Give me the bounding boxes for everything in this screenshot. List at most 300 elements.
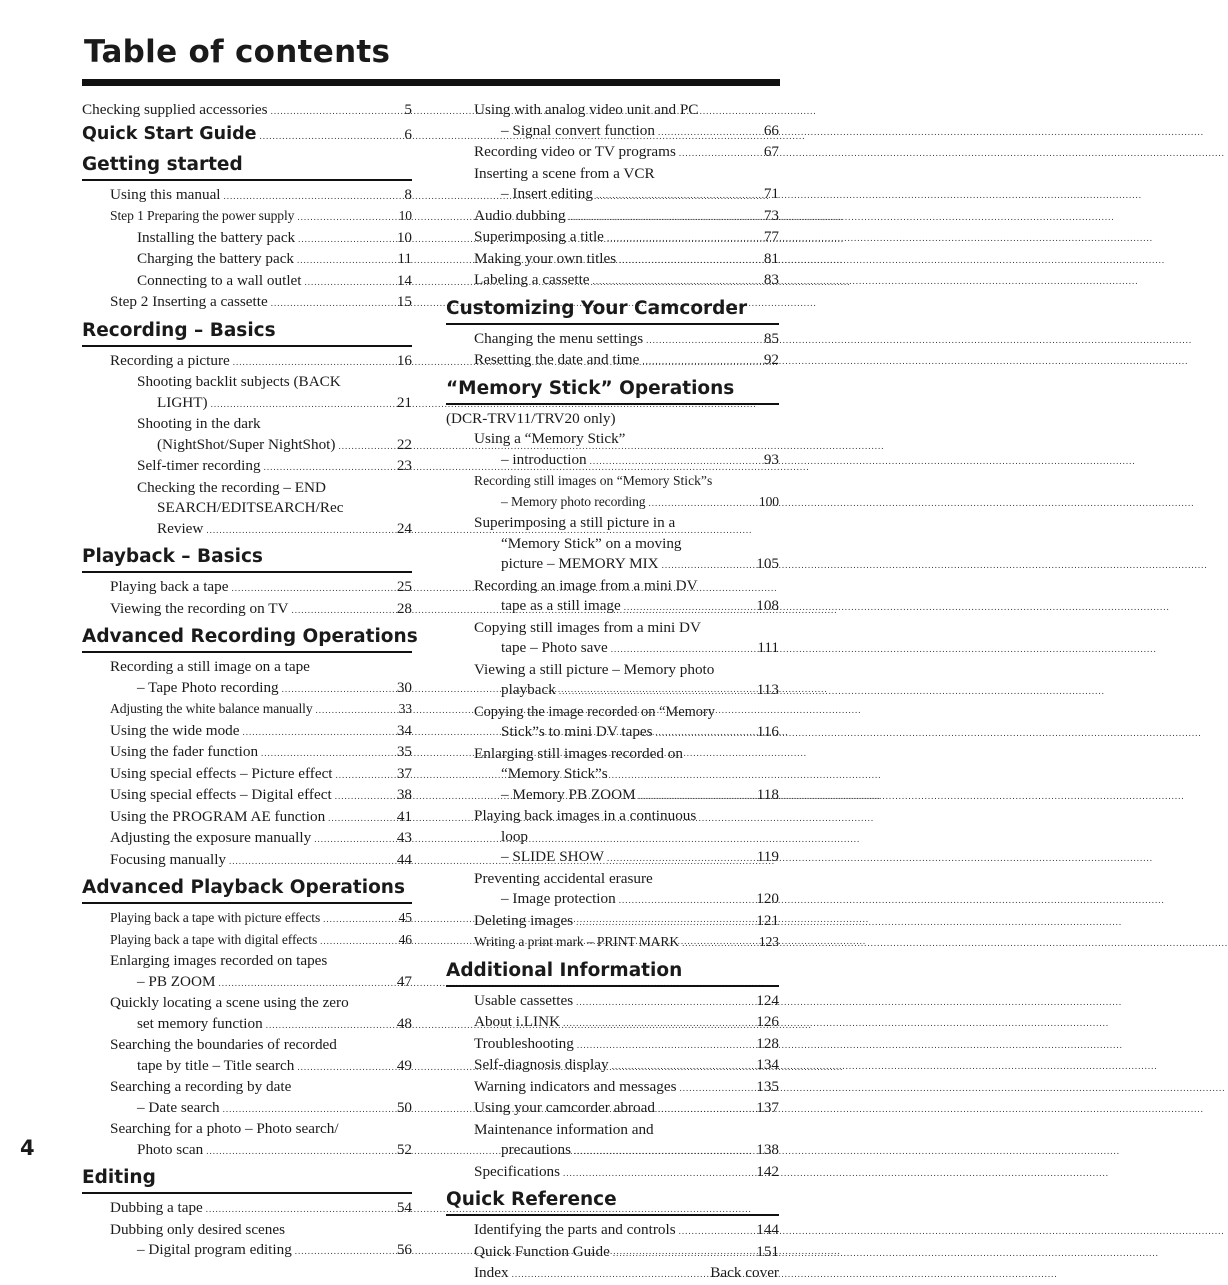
entry-label: Adjusting the white balance manually (110, 701, 313, 716)
toc-entry[interactable] (82, 1198, 412, 1220)
section-heading: Advanced Recording Operations (82, 626, 412, 653)
entry-label: playback (501, 681, 556, 698)
entry-label: Troubleshooting (474, 1034, 574, 1052)
toc-entry[interactable] (82, 519, 412, 541)
section-heading: Customizing Your Camcorder (446, 298, 779, 325)
toc-entry[interactable] (82, 764, 412, 786)
entry-page: 71 (763, 185, 779, 202)
entry-text-line: Maintenance information and (474, 1120, 654, 1138)
entry-label: Self-timer recording (137, 457, 261, 474)
entry-page: 134 (756, 1056, 779, 1073)
entry-text-line: Checking the recording – END (137, 478, 326, 496)
entry-page: 22 (396, 435, 412, 453)
entry-label: Step 1 Preparing the power supply (110, 208, 295, 223)
entry-page: Back cover (710, 1264, 779, 1281)
entry-page: 16 (396, 351, 412, 369)
entry-label: Recording video or TV programs (474, 143, 676, 160)
entry-page: 121 (756, 911, 779, 929)
toc-entry[interactable] (446, 350, 779, 372)
entry-label: – Date search (137, 1098, 220, 1116)
entry-text-line: SEARCH/EDITSEARCH/Rec (157, 499, 344, 516)
toc-entry[interactable] (82, 393, 412, 415)
entry-text-line: Using a “Memory Stick” (474, 430, 626, 447)
entry-label: Stick”s to mini DV tapes (501, 723, 653, 740)
entry-label: Using special effects – Picture effect (110, 764, 333, 782)
entry-page: 77 (763, 228, 779, 245)
leader-dots (305, 272, 394, 293)
leader-dots (646, 330, 761, 351)
toc-entry[interactable] (446, 554, 779, 576)
toc-entry[interactable] (446, 638, 779, 660)
entry-page: 92 (763, 351, 779, 368)
toc-entry[interactable] (446, 329, 779, 351)
entry-label: Adjusting the exposure manually (110, 829, 312, 846)
leader-dots (648, 493, 755, 514)
toc-entry[interactable] (82, 1014, 412, 1036)
entry-label: Audio dubbing (474, 206, 566, 224)
leader-dots (682, 933, 756, 954)
leader-dots (335, 786, 394, 807)
entry-text-line: loop (501, 827, 529, 845)
toc-entry[interactable] (82, 292, 412, 314)
entry-page: 111 (757, 639, 779, 656)
entry-page: 128 (756, 1034, 779, 1052)
toc-entry[interactable] (446, 450, 779, 472)
entry-page: 83 (763, 271, 779, 288)
entry-page: 108 (756, 597, 779, 614)
entry-text-line: “Memory Stick”s (501, 765, 608, 782)
entry-label: Installing the battery pack (137, 228, 296, 246)
toc-entry[interactable] (82, 828, 412, 850)
entry-label: Warning indicators and messages (474, 1077, 677, 1095)
entry-page: 15 (396, 293, 412, 310)
toc-entry[interactable] (446, 1055, 779, 1077)
entry-label: – Signal convert function (501, 121, 655, 139)
section-heading: Quick Reference (446, 1189, 779, 1216)
toc-entry[interactable] (446, 785, 779, 807)
toc-entry[interactable] (82, 435, 412, 457)
entry-label: Writing a print mark – PRINT MARK (474, 934, 680, 949)
leader-dots (563, 1163, 753, 1184)
entry-page: 47 (396, 972, 412, 990)
leader-dots (298, 229, 394, 250)
toc-entry[interactable] (82, 577, 412, 599)
section-heading: “Memory Stick” Operations (446, 378, 779, 405)
entry-page: 126 (756, 1013, 779, 1030)
entry-text-line: Copying the image recorded on “Memory (474, 703, 715, 720)
entry-label: Usable cassettes (474, 991, 574, 1009)
leader-dots (680, 1078, 754, 1099)
leader-dots (639, 786, 754, 807)
leader-dots (314, 829, 394, 850)
entry-page: 11 (397, 250, 412, 267)
leader-dots (320, 931, 395, 952)
leader-dots (569, 207, 761, 228)
entry-page: 35 (396, 743, 412, 760)
entry-page: 56 (396, 1241, 412, 1258)
entry-page: 49 (396, 1056, 412, 1074)
leader-dots (282, 679, 394, 700)
entry-page: 151 (756, 1242, 779, 1260)
entry-label: Changing the menu settings (474, 329, 644, 347)
entry-label: Focusing manually (110, 850, 227, 868)
leader-dots (679, 143, 761, 164)
section-heading: Editing (82, 1167, 412, 1194)
leader-dots (613, 1243, 753, 1264)
toc-entry[interactable] (446, 932, 779, 954)
toc-entry[interactable] (82, 742, 412, 764)
entry-label: Quick Function Guide (474, 1242, 610, 1260)
entry-page: 73 (763, 206, 779, 224)
entry-label: Identifying the parts and controls (474, 1221, 676, 1238)
entry-page: 93 (763, 450, 779, 468)
entry-label: Using this manual (110, 185, 221, 203)
entry-label: – Digital program editing (137, 1241, 292, 1258)
entry-text-line: Recording still images on “Memory Stick”s (474, 473, 713, 488)
toc-entry[interactable] (446, 1242, 779, 1264)
entry-text-line: Searching for a photo – Photo search/ (110, 1120, 339, 1137)
entry-text-line: Shooting backlit subjects (BACK (137, 373, 341, 390)
entry-page: 14 (396, 271, 412, 289)
leader-dots (336, 765, 394, 786)
section-note: (DCR-TRV11/TRV20 only) (446, 409, 616, 427)
entry-text-line: “Memory Stick” on a moving (501, 534, 682, 552)
entry-page: 50 (396, 1098, 412, 1116)
leader-dots (559, 681, 754, 702)
toc-entry[interactable] (82, 807, 412, 829)
entry-label: Making your own titles (474, 249, 617, 267)
entry-text-line: Dubbing only desired scenes (110, 1220, 286, 1238)
entry-label: – PB ZOOM (137, 972, 216, 990)
leader-dots (224, 186, 402, 207)
entry-label: Playing back a tape with picture effects (110, 910, 321, 925)
leader-dots (206, 1141, 394, 1162)
toc-entry[interactable] (82, 1140, 412, 1162)
entry-label: Charging the battery pack (137, 250, 295, 267)
entry-label: Review (157, 519, 204, 537)
entry-page: 120 (756, 890, 779, 907)
section-heading: Advanced Playback Operations (82, 877, 412, 904)
entry-label: About i.LINK (474, 1013, 561, 1030)
leader-dots (642, 351, 760, 372)
entry-label: – Image protection (501, 890, 616, 907)
entry-label: Resetting the date and time (474, 351, 640, 368)
leader-dots (232, 578, 394, 599)
entry-page: 54 (396, 1199, 412, 1216)
toc-entry[interactable] (82, 599, 412, 621)
leader-dots (590, 451, 761, 472)
entry-text-line: Preventing accidental erasure (474, 869, 653, 887)
leader-dots (233, 352, 394, 373)
entry-page: 38 (396, 786, 412, 803)
entry-page: 23 (396, 457, 412, 474)
toc-entry[interactable] (446, 991, 779, 1013)
entry-page: 100 (758, 493, 779, 509)
entry-page: 24 (396, 519, 412, 537)
entry-label: tape by title – Title search (137, 1056, 295, 1074)
entry-label: Using the fader function (110, 743, 259, 760)
leader-dots (576, 912, 753, 933)
entry-page: 21 (396, 393, 412, 411)
toc-entry[interactable] (446, 680, 779, 702)
entry-page: 124 (756, 991, 779, 1009)
entry-page: 10 (398, 208, 412, 223)
entry-text-line: Recording a still image on a tape (110, 658, 310, 675)
section-heading: Additional Information (446, 960, 779, 987)
toc-entry[interactable] (82, 972, 412, 994)
toc-entry[interactable] (82, 1098, 412, 1120)
leader-dots (218, 973, 393, 994)
toc-entry[interactable] (446, 184, 779, 206)
entry-page: 119 (756, 848, 779, 865)
entry-page: 113 (756, 681, 779, 698)
entry-label: Dubbing a tape (110, 1199, 203, 1216)
entry-label: Step 2 Inserting a cassette (110, 293, 268, 310)
entry-label: Self-diagnosis display (474, 1056, 609, 1073)
entry-page: 30 (396, 678, 412, 696)
toc-entry[interactable] (82, 850, 412, 872)
entry-page: 28 (396, 599, 412, 617)
leader-dots (316, 700, 396, 721)
toc-entry[interactable] (446, 847, 779, 869)
entry-label: Index (474, 1264, 509, 1281)
entry-page: 6 (404, 125, 412, 143)
entry-label: Quick Start Guide (82, 123, 257, 144)
entry-text-line: Shooting in the dark (137, 415, 261, 432)
leader-dots (260, 124, 402, 148)
entry-text-line: Quickly locating a scene using the zero (110, 994, 349, 1011)
entry-label: Deleting images (474, 911, 574, 929)
entry-page: 105 (756, 555, 779, 572)
entry-label: tape – Photo save (501, 639, 608, 656)
leader-dots (297, 250, 394, 271)
leader-dots (223, 1099, 394, 1120)
entry-page: 52 (396, 1140, 412, 1158)
entry-page: 66 (763, 121, 779, 139)
leader-dots (261, 743, 394, 764)
toc-entry[interactable] (446, 227, 779, 249)
leader-dots (679, 1221, 754, 1242)
entry-text-line: Recording an image from a mini DV (474, 576, 698, 594)
leader-dots (206, 520, 393, 541)
entry-page: 144 (756, 1221, 779, 1238)
toc-right-column (446, 100, 779, 1285)
entry-page: 138 (756, 1141, 779, 1158)
entry-page: 10 (396, 228, 412, 246)
entry-label: – introduction (501, 450, 587, 468)
toc-entry[interactable] (446, 889, 779, 911)
entry-label: – Memory PB ZOOM (501, 785, 636, 803)
entry-page: 43 (396, 829, 412, 846)
entry-page: 37 (396, 764, 412, 782)
leader-dots (211, 394, 394, 415)
toc-entry[interactable] (82, 185, 412, 207)
leader-dots (229, 851, 394, 872)
entry-label: Viewing the recording on TV (110, 599, 289, 617)
entry-label: Photo scan (137, 1140, 204, 1158)
leader-dots (619, 250, 761, 271)
entry-label: Superimposing a title (474, 228, 604, 245)
entry-page: 8 (404, 185, 412, 203)
toc-entry[interactable] (446, 142, 779, 164)
toc-entry[interactable] (82, 678, 412, 700)
leader-dots (576, 992, 753, 1013)
toc-entry[interactable] (446, 1077, 779, 1099)
entry-page: 25 (396, 578, 412, 595)
entry-label: Using the wide mode (110, 721, 240, 739)
leader-dots (607, 228, 761, 249)
entry-page: 34 (396, 721, 412, 739)
leader-dots (607, 848, 754, 869)
leader-dots (611, 639, 755, 660)
toc-entry[interactable] (446, 596, 779, 618)
entry-label: Playing back a tape with digital effects (110, 931, 318, 947)
leader-dots (612, 1056, 754, 1077)
toc-entry[interactable] (446, 1140, 779, 1162)
entry-text-line: Superimposing a still picture in a (474, 514, 676, 531)
toc-entry[interactable] (446, 270, 779, 292)
leader-dots (574, 1141, 753, 1162)
leader-dots (295, 1241, 394, 1262)
entry-label: – Insert editing (501, 185, 593, 202)
leader-dots (656, 723, 754, 744)
entry-label: (NightShot/Super NightShot) (157, 435, 336, 453)
toc-entry[interactable] (82, 930, 412, 952)
entry-page: 137 (756, 1099, 779, 1116)
entry-text-line: Inserting a scene from a VCR (474, 164, 655, 182)
leader-dots (264, 457, 394, 478)
leader-dots (662, 555, 754, 576)
entry-page: 123 (758, 934, 779, 949)
entry-text-line: Viewing a still picture – Memory photo (474, 660, 715, 678)
toc-entry[interactable] (446, 249, 779, 271)
entry-text-line: Searching the boundaries of recorded (110, 1036, 337, 1053)
entry-label: Using the PROGRAM AE function (110, 807, 326, 825)
leader-dots (658, 122, 761, 143)
leader-dots (619, 890, 754, 911)
toc-entry[interactable] (82, 785, 412, 807)
entry-label: Playing back a tape (110, 578, 229, 595)
entry-label: Using your camcorder abroad (474, 1099, 655, 1116)
leader-dots (512, 1264, 708, 1285)
entry-text-line: Using with analog video unit and PC (474, 101, 699, 118)
entry-text-line: Enlarging images recorded on tapes (110, 952, 328, 969)
leader-dots (291, 600, 393, 621)
leader-dots (624, 597, 753, 618)
entry-page: 135 (756, 1077, 779, 1095)
entry-text-line: Playing back images in a continuous (474, 807, 697, 824)
entry-page: 118 (756, 785, 779, 803)
entry-label: – SLIDE SHOW (501, 848, 604, 865)
leader-dots (338, 436, 393, 457)
toc-entry[interactable] (82, 271, 412, 293)
entry-text-line: Enlarging still images recorded on (474, 744, 683, 762)
entry-label: Labeling a cassette (474, 271, 590, 288)
leader-dots (323, 909, 395, 930)
entry-label: Using special effects – Digital effect (110, 786, 332, 803)
leader-dots (577, 1035, 753, 1056)
toc-entry[interactable] (82, 1056, 412, 1078)
entry-page: 116 (756, 723, 779, 740)
entry-page: 46 (398, 931, 412, 947)
title-rule (82, 79, 780, 86)
entry-text-line: Searching a recording by date (110, 1078, 292, 1095)
entry-page: 67 (763, 143, 779, 160)
toc-entry[interactable] (82, 351, 412, 373)
leader-dots (271, 101, 402, 122)
toc-entry[interactable] (446, 206, 779, 228)
toc-entry[interactable] (446, 1162, 779, 1184)
entry-label: Recording a picture (110, 351, 230, 369)
section-heading: Recording – Basics (82, 320, 412, 347)
toc-entry[interactable] (446, 911, 779, 933)
entry-page: 5 (404, 101, 412, 118)
toc-entry[interactable] (82, 456, 412, 478)
toc-entry[interactable] (82, 908, 412, 930)
leader-dots (297, 1057, 393, 1078)
toc-entry[interactable] (82, 206, 412, 228)
entry-label: precautions (501, 1141, 572, 1158)
toc-entry[interactable] (446, 121, 779, 143)
entry-page: 45 (398, 910, 412, 925)
page-title: Table of contents (84, 34, 391, 70)
toc-entry[interactable] (82, 1240, 412, 1262)
entry-page: 81 (763, 249, 779, 267)
entry-page: 85 (763, 329, 779, 347)
entry-label: Connecting to a wall outlet (137, 271, 302, 289)
entry-page: 48 (396, 1014, 412, 1032)
toc-entry[interactable] (446, 1012, 779, 1034)
toc-entry[interactable] (446, 1098, 779, 1120)
entry-label: Checking supplied accessories (82, 101, 268, 118)
toc-entry[interactable] (82, 721, 412, 743)
entry-label: set memory function (137, 1014, 263, 1032)
toc-entry[interactable] (82, 122, 412, 148)
toc-entry[interactable] (446, 1263, 779, 1285)
leader-dots (658, 1099, 753, 1120)
leader-dots (563, 1013, 753, 1034)
toc-entry[interactable] (82, 249, 412, 271)
section-heading: Getting started (82, 154, 412, 181)
entry-text-line: Copying still images from a mini DV (474, 618, 701, 636)
leader-dots (271, 293, 394, 314)
toc-entry[interactable] (82, 228, 412, 250)
leader-dots (243, 722, 394, 743)
entry-page: 41 (396, 807, 412, 825)
page-number: 4 (20, 1136, 35, 1160)
toc-entry[interactable] (82, 100, 412, 122)
toc-left-column (82, 100, 418, 1262)
leader-dots (206, 1199, 394, 1220)
entry-page: 33 (398, 701, 412, 716)
leader-dots (297, 207, 395, 228)
toc-entry[interactable] (82, 699, 412, 721)
entry-label: tape as a still image (501, 597, 621, 614)
entry-page: 44 (396, 850, 412, 868)
entry-label: Specifications (474, 1162, 561, 1180)
entry-label: picture – MEMORY MIX (501, 555, 659, 572)
entry-label: – Tape Photo recording (137, 678, 279, 696)
toc-entry[interactable] (446, 722, 779, 744)
entry-label: LIGHT) (157, 393, 208, 411)
toc-entry[interactable] (446, 1220, 779, 1242)
toc-entry[interactable] (446, 1034, 779, 1056)
entry-page: 142 (756, 1162, 779, 1180)
leader-dots (593, 271, 761, 292)
section-heading: Playback – Basics (82, 546, 412, 573)
entry-label: – Memory photo recording (501, 493, 646, 509)
toc-entry[interactable] (446, 492, 779, 514)
